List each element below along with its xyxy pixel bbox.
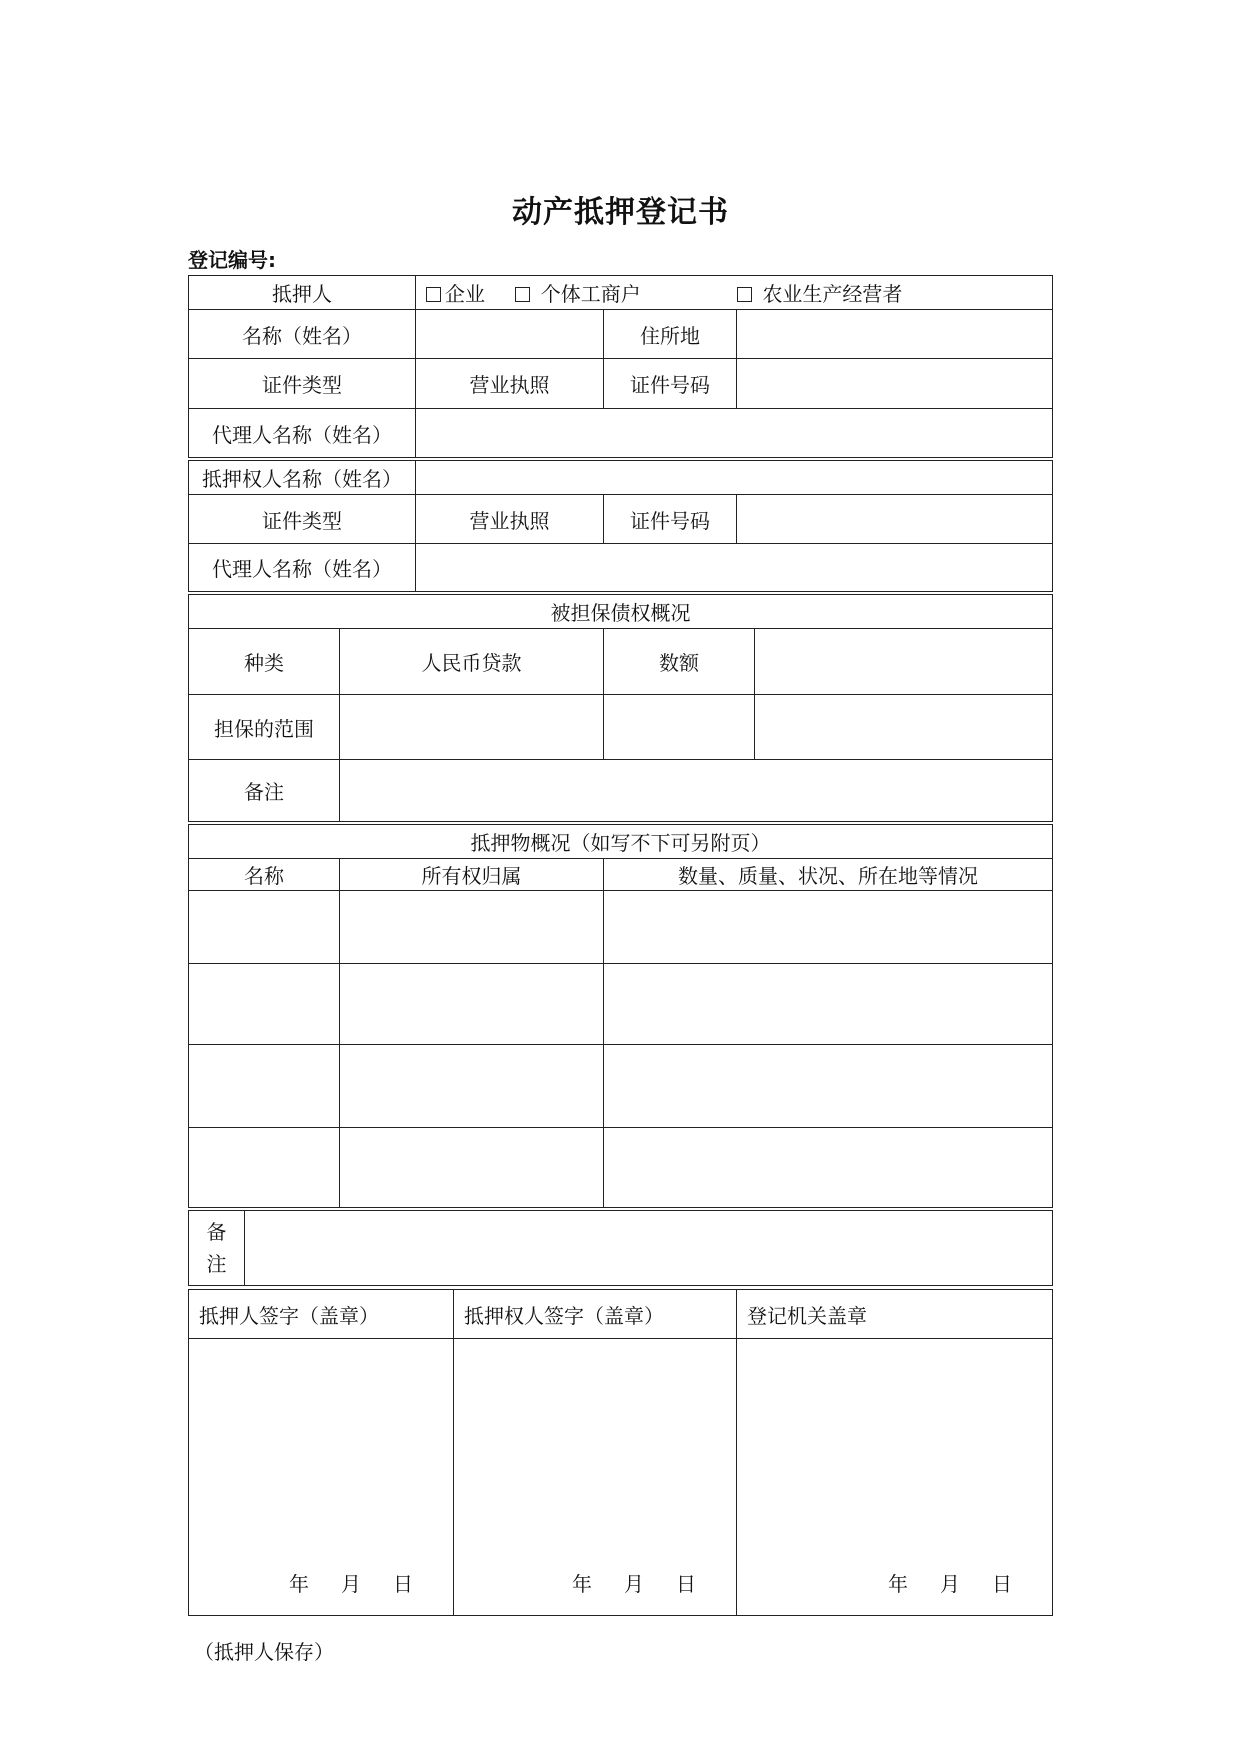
secured-claim-header: 被担保债权概况	[189, 595, 1053, 629]
mortgagee-agent-label: 代理人名称（姓名）	[189, 544, 416, 592]
mortgagor-address-field[interactable]	[737, 310, 1053, 359]
option-individual-business[interactable]: 个体工商户	[515, 278, 640, 307]
collateral-remarks-field[interactable]	[245, 1211, 1053, 1286]
mortgagor-agent-label: 代理人名称（姓名）	[189, 409, 416, 458]
signatures-section	[188, 1289, 1052, 1616]
mortgagee-name-field[interactable]	[416, 461, 1053, 495]
collateral-row-1-name[interactable]	[189, 891, 340, 964]
collateral-col-details: 数量、质量、状况、所在地等情况	[604, 859, 1053, 891]
mortgagor-id-type-value: 营业执照	[416, 359, 604, 409]
mortgagor-signature-area[interactable]	[189, 1339, 454, 1616]
collateral-col-ownership: 所有权归属	[340, 859, 604, 891]
guarantee-scope-field[interactable]	[340, 695, 604, 760]
option-agricultural-operator[interactable]: 农业生产经营者	[737, 278, 902, 307]
mortgagor-address-label: 住所地	[604, 310, 737, 359]
mortgagor-name-field[interactable]	[416, 310, 604, 359]
collateral-row-2-details[interactable]	[604, 964, 1053, 1045]
collateral-row-1-details[interactable]	[604, 891, 1053, 964]
claim-amount-label: 数额	[604, 629, 755, 695]
mortgagor-agent-field[interactable]	[416, 409, 1053, 458]
claim-remarks-field[interactable]	[340, 760, 1053, 822]
mortgagor-id-no-label: 证件号码	[604, 359, 737, 409]
mortgagor-name-label: 名称（姓名）	[189, 310, 416, 359]
collateral-row-3-details[interactable]	[604, 1045, 1053, 1128]
guarantee-scope-label: 担保的范围	[189, 695, 340, 760]
document-title: 动产抵押登记书	[512, 195, 729, 230]
checkbox-enterprise[interactable]	[426, 287, 441, 302]
collateral-row-1-ownership[interactable]	[340, 891, 604, 964]
collateral-remarks-label: 备 注	[189, 1211, 245, 1286]
mortgagee-signature-area[interactable]	[454, 1339, 737, 1616]
mortgagor-id-type-label: 证件类型	[189, 359, 416, 409]
collateral-row-4-name[interactable]	[189, 1128, 340, 1208]
mortgagee-name-label: 抵押权人名称（姓名）	[189, 461, 416, 495]
mortgagee-section	[188, 460, 1052, 592]
footer-note: （抵押人保存）	[194, 1640, 334, 1664]
checkbox-agricultural-operator[interactable]	[737, 287, 752, 302]
collateral-header: 抵押物概况（如写不下可另附页）	[189, 825, 1053, 859]
mortgagor-sign-date: 年 月 日	[289, 1572, 413, 1596]
guarantee-scope-field-3[interactable]	[755, 695, 1053, 760]
collateral-row-2-ownership[interactable]	[340, 964, 604, 1045]
authority-seal-date: 年 月 日	[888, 1572, 1012, 1596]
option-enterprise[interactable]: 企业	[426, 278, 485, 307]
mortgagee-id-type-label: 证件类型	[189, 495, 416, 544]
checkbox-individual-business[interactable]	[515, 287, 530, 302]
mortgagee-id-type-value: 营业执照	[416, 495, 604, 544]
authority-seal-label: 登记机关盖章	[737, 1290, 1053, 1339]
mortgagor-type-options	[416, 276, 1053, 310]
mortgagee-agent-field[interactable]	[416, 544, 1053, 592]
registration-number-label: 登记编号:	[188, 248, 276, 272]
collateral-col-name: 名称	[189, 859, 340, 891]
collateral-row-4-details[interactable]	[604, 1128, 1053, 1208]
mortgagor-id-no-field[interactable]	[737, 359, 1053, 409]
mortgagor-signature-label: 抵押人签字（盖章）	[189, 1290, 454, 1339]
mortgagee-id-no-field[interactable]	[737, 495, 1053, 544]
mortgagee-sign-date: 年 月 日	[572, 1572, 696, 1596]
mortgagor-label: 抵押人	[189, 276, 416, 310]
mortgagee-signature-label: 抵押权人签字（盖章）	[454, 1290, 737, 1339]
claim-amount-field[interactable]	[755, 629, 1053, 695]
collateral-row-2-name[interactable]	[189, 964, 340, 1045]
collateral-row-3-name[interactable]	[189, 1045, 340, 1128]
claim-remarks-label: 备注	[189, 760, 340, 822]
collateral-remarks-section	[188, 1210, 1052, 1286]
collateral-section	[188, 824, 1052, 1208]
mortgagor-section	[188, 275, 1052, 458]
collateral-row-3-ownership[interactable]	[340, 1045, 604, 1128]
secured-claim-section	[188, 594, 1052, 822]
guarantee-scope-field-2[interactable]	[604, 695, 755, 760]
claim-type-label: 种类	[189, 629, 340, 695]
collateral-row-4-ownership[interactable]	[340, 1128, 604, 1208]
claim-type-value: 人民币贷款	[340, 629, 604, 695]
mortgagee-id-no-label: 证件号码	[604, 495, 737, 544]
authority-seal-area[interactable]	[737, 1339, 1053, 1616]
